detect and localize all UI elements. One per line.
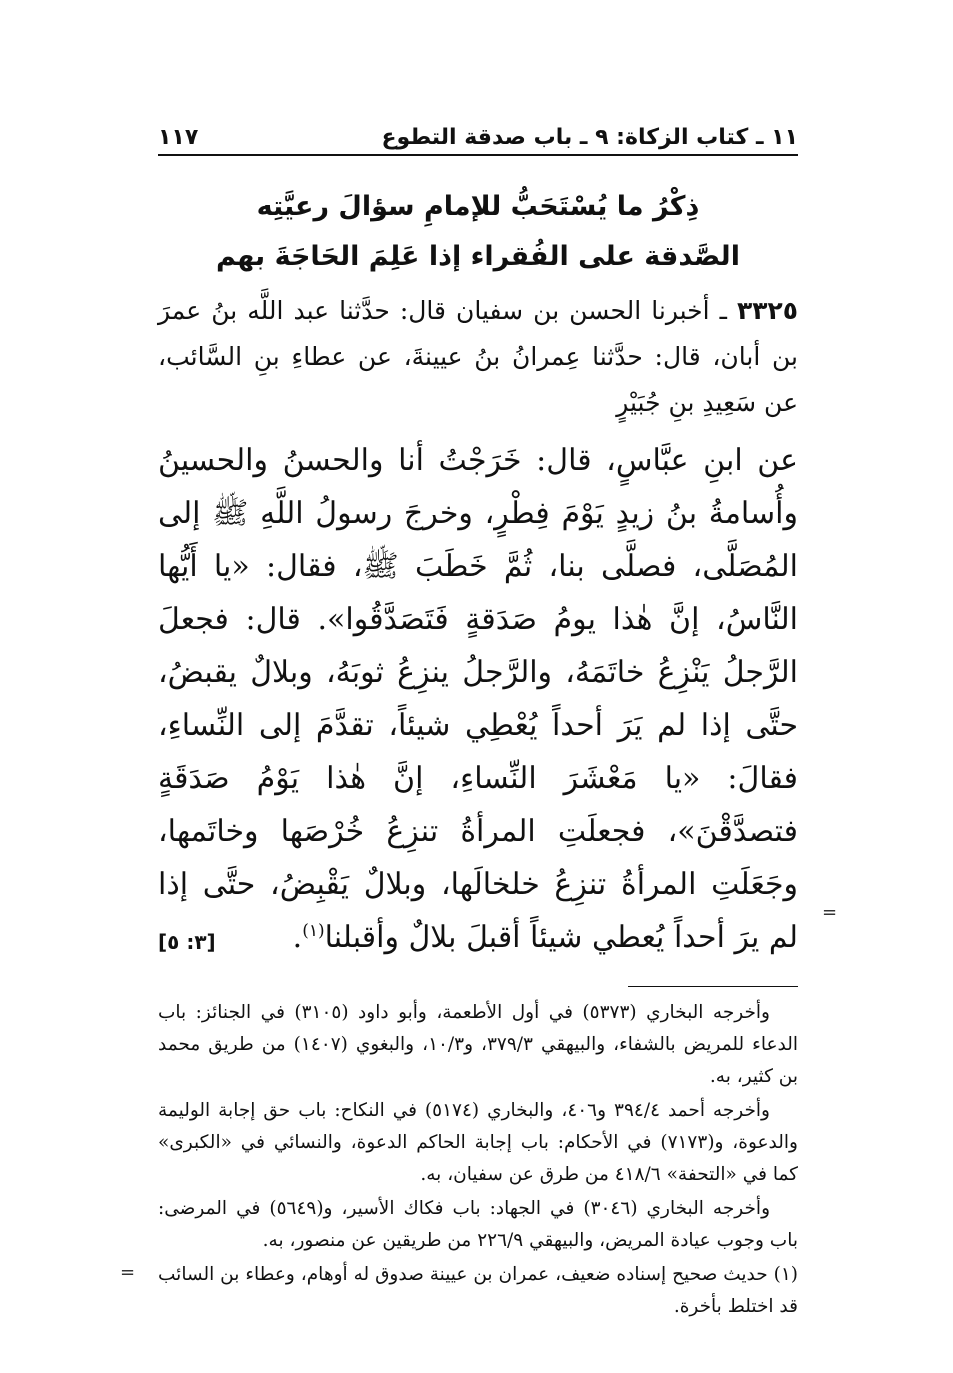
- footnotes: [158, 997, 798, 1323]
- footnote-paragraph-3: وأخرجه البخاري (٣٠٤٦) في الجهاد: باب فكاك الأسير، و(٥٦٤٩) في المرضى: باب وجوب عيادة المريض، والبيهقي ٢٢٦/٩ من طريقين عن منصور، به.: [158, 1198, 798, 1251]
- book-page: [158, 110, 798, 1325]
- matn-text: عن ابنِ عبَّاسٍ، قال: خَرَجْتُ أنا والحسنُ والحسينُ وأُسامةُ بنُ زيدٍ يَوْمَ فِطْرٍ، وخرجَ رسولُ اللَّهِ ﷺ إلى المُصَلَّى، فصلَّى بنا، ثُمَّ خَطَبَ ﷺ، فقال: «يا أَيُّها النَّاسُ، إنَّ هٰذا يومُ صَدَقةٍ فَتَصَدَّقُوا». قال: فجعلَ الرَّجلُ يَنْزِعُ خاتَمَهُ، والرَّجلُ ينزِعُ ثوبَهُ، وبلالٌ يقبضُ، حتَّى إذا لم يَرَ أحداً يُعْطِي شيئاً، تقدَّمَ إلى النِّساءِ، فقالَ: «يا مَعْشَرَ النِّساءِ، إنَّ هٰذا يَوْمُ صَدَقَةٍ فتصدَّقْنَ»، فجعلَتِ المرأةُ تنزِعُ خُرْصَها وخاتَمها، وجَعَلَتِ المرأةُ تنزِعُ خلخالَها، وبلالٌ يَقْبِضُ، حتَّى إذا لم يرَ أحداً يُعطي شيئاً أقبلَ بلالٌ وأقبلنا: [158, 443, 798, 955]
- margin-mark-top: =: [822, 902, 838, 923]
- chapter-title-line2: الصَّدقة على الفُقراء إذا عَلِمَ الحَاجَةَ بهم: [216, 241, 740, 272]
- running-title: ١١ ـ كتاب الزكاة: ٩ ـ باب صدقة التطوع: [381, 125, 798, 150]
- hadith-isnad: [158, 288, 798, 426]
- matn-end-punct: .: [292, 920, 303, 955]
- footnote-divider: [628, 986, 798, 987]
- footnote-continuation: وأخرجه البخاري (٥٣٧٣) في أول الأطعمة، وأبو داود (٣١٠٥) في الجنائز: باب الدعاء للمريض بالشفاء، والبيهقي ٣٧٩/٣، و١٠/٣، والبغوي (١٤٠٧) من طريق محمد بن كثير، به.: [158, 1002, 798, 1087]
- page-number: ١١٧: [158, 125, 199, 150]
- hadith-reference: [٣: ٥]: [158, 930, 216, 954]
- footnote-paragraph-2: وأخرجه أحمد ٣٩٤/٤ و٤٠٦، والبخاري (٥١٧٤) في النكاح: باب حق إجابة الوليمة والدعوة، و(٧١٧٣) في الأحكام: باب إجابة الحاكم الدعوة، والنسائي في «الكبرى» كما في «التحفة» ٤١٨/٦ من طرق عن سفيان، به.: [158, 1100, 798, 1185]
- hadith-number: ٣٣٢٥: [736, 296, 798, 325]
- chapter-title-line1: ذِكْرُ ما يُسْتَحَبُّ للإمامِ سؤالَ رعيَّتِه: [256, 191, 700, 222]
- page-header: [158, 110, 798, 156]
- margin-mark-bottom: =: [120, 1262, 136, 1283]
- footnote-marker: (١): [302, 921, 325, 941]
- isnad-text: ـ أخبرنا الحسن بن سفيان قال: حدَّثنا عبد اللَّه بنُ عمرَ بن أبان، قال: حدَّثنا عِمرانُ بنُ عيينةَ، عن عطاءِ بنِ السَّائب، عن سَعِيدِ بنِ جُبَيْرٍ: [158, 296, 798, 417]
- hadith-matn-block: [158, 434, 798, 964]
- hadith-matn: [158, 434, 798, 964]
- footnote-1: (١) حديث صحيح إسناده ضعيف، عمران بن عيينة صدوق له أوهام، وعطاء بن السائب قد اختلط بأخرة.: [158, 1264, 798, 1317]
- chapter-title: [158, 182, 798, 282]
